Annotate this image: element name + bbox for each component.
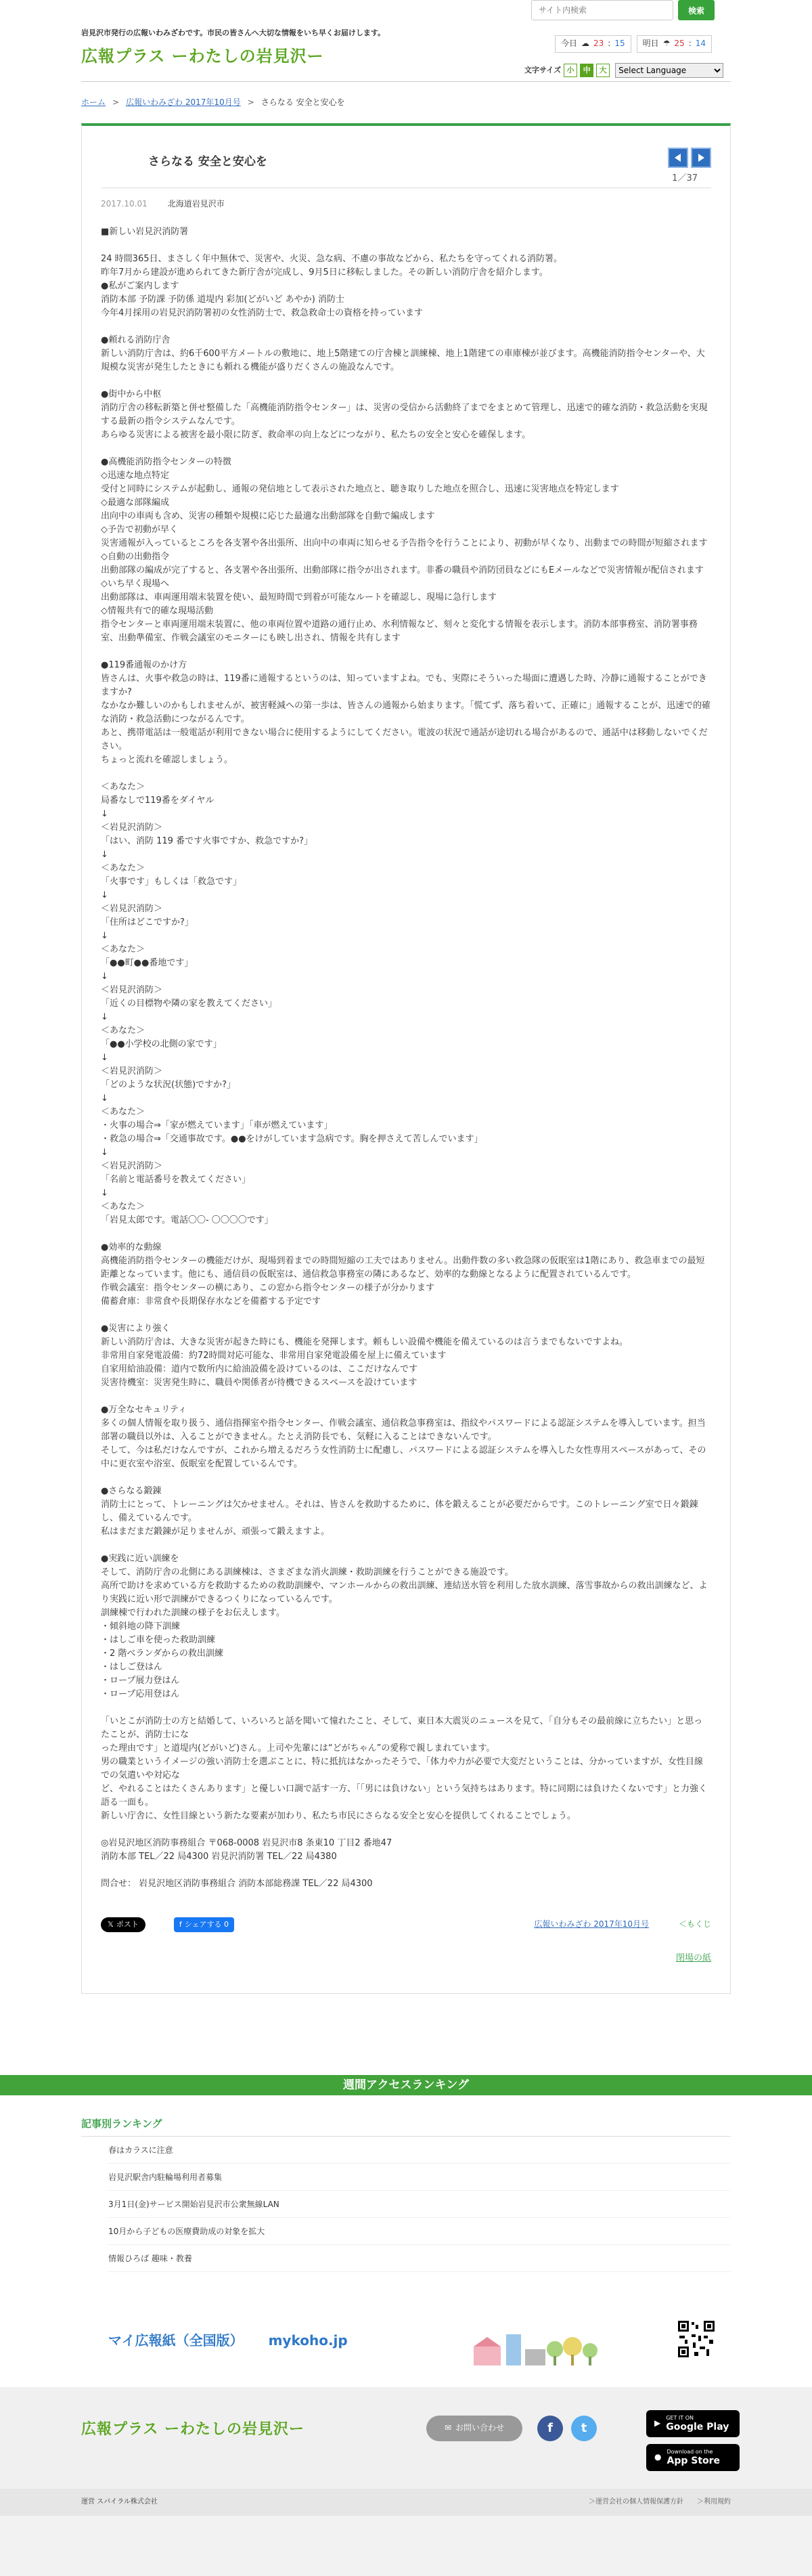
arrow-left-icon xyxy=(673,153,683,162)
prev-article-button[interactable] xyxy=(668,148,688,168)
footer-links xyxy=(589,2497,731,2508)
article-pager xyxy=(668,148,711,168)
search-button[interactable]: 検索 xyxy=(678,0,715,20)
ranking-item[interactable]: 3月1日(金)サービス開始岩見沢市公衆無線LAN xyxy=(108,2191,731,2218)
contact-label: お問い合わせ xyxy=(455,2423,505,2433)
contact-button[interactable] xyxy=(426,2416,522,2441)
article-paragraph: ●効率的な動線 高機能消防指令センターの機能だけが、現場到着までの時間短縮の工夫ではありません。出動件数の多い救急隊の仮眠室は1階にあり、救急車までの最短距離となっています。他にも、通信員の仮眠室は、通信救急事務室の隣にあるなど、効率的な動線となるように配置されているんです。 作戦会議室：指令センターの横にあり、この窓から指令センターの様子が分かります 備蓄倉庫：非常食や長期保存水などを備蓄する予定です xyxy=(101,1242,705,1307)
google-play-button[interactable] xyxy=(646,2410,740,2437)
footer-logo[interactable]: 広報プラス ーわたしの岩見沢ー xyxy=(81,2420,305,2438)
article-paragraph: ●119番通報のかけ方 皆さんは、火事や救急の時は、119番に通報するというのは、知っていますよね。でも、実際にそういった場面に遭遇した時、冷静に通報することができますか? なかなか難しいのかもしれませんが、被害軽減への第一歩は、皆さんの通報から始まります。「慌てず、落ち着いて、正確に」通報することが、迅速で的確な消防・救急活動につながるんです。 あと、携帯電話は一般電話が利用できない場合に使用するようにしてください。電波の状況で通話が途切れる場合があるので、通話中は移動しないでください。 ちょっと流れを確認しましょう。 xyxy=(101,660,711,766)
terms-link[interactable]: ＞利用規約 xyxy=(697,2497,731,2506)
weather-tomorrow-high: 25 xyxy=(674,39,685,49)
town-illustration-icon xyxy=(474,2326,609,2367)
facebook-link-icon[interactable]: f xyxy=(537,2416,563,2441)
operator-text: 運営 スパイラル株式会社 xyxy=(81,2497,158,2506)
article-date: 2017.10.01 xyxy=(101,199,148,209)
weather-today-low: 15 xyxy=(614,39,625,49)
weather-tomorrow: 明日 ☂ 25 : 14 xyxy=(637,35,712,53)
breadcrumb-current: さらなる 安全と安心を xyxy=(261,97,345,107)
arrow-right-icon xyxy=(696,153,706,162)
mykoho-text xyxy=(108,2330,348,2351)
weather-today-label: 今日 xyxy=(561,39,578,49)
article-paragraph: ●実践に近い訓練を そして、消防庁舎の北側にある訓練棟は、さまざまな消火訓練・救助訓練を行うことができる施設です。 高所で助けを求めている方を救助するための救助訓練や、マンホールからの救出訓練、連結送水管を利用した放水訓練、落雪事故からの救出訓練など、より実践に近い形で訓練ができるつくりになっているんです。 訓練棟で行われた訓練の様子をお伝えします。 ・傾斜地の降下訓練 ・はしご車を使った救助訓練 ・2 階ベランダからの救出訓練 ・はしご登はん ・ロープ展力登はん ・ロープ応用登はん xyxy=(101,1554,708,1700)
footer-bottom-inner xyxy=(81,2489,731,2516)
footer xyxy=(0,2387,812,2516)
breadcrumb-home[interactable]: ホーム xyxy=(81,97,106,107)
toc-link[interactable]: ＜もくじ xyxy=(678,1919,711,1929)
facebook-icon: f xyxy=(179,1920,182,1929)
article-page-count: 1／37 xyxy=(672,173,698,183)
ranking-list xyxy=(81,2137,731,2272)
weather-today: 今日 ☁ 23 : 15 xyxy=(555,35,631,53)
article-author: 北海道岩見沢市 xyxy=(167,199,225,209)
weather-cloud-icon: ☁ xyxy=(581,39,590,49)
breadcrumb-issue[interactable]: 広報いわみざわ 2017年10月号 xyxy=(126,97,241,107)
ranking-item[interactable]: 情報ひろば 趣味・教養 xyxy=(108,2245,731,2272)
mail-icon: ✉ xyxy=(444,2423,452,2433)
weather-tomorrow-label: 明日 xyxy=(642,39,659,49)
weather-widget xyxy=(555,35,712,53)
apple-icon: ● xyxy=(654,2452,662,2462)
ranking-title: 記事別ランキング xyxy=(81,2116,731,2137)
search-input[interactable] xyxy=(531,0,673,20)
article xyxy=(81,123,731,1994)
weather-tomorrow-low: 14 xyxy=(695,39,706,49)
mykoho-name: マイ広報紙（全国版） xyxy=(108,2332,244,2349)
article-paragraph: ●さらなる鍛錬 消防士にとって、トレーニングは欠かせません。それは、皆さんを救助するために、体を鍛えることが必要だからです。このトレーニング室で日々鍛錬し、備えているんです。 私はまだまだ鍛錬が足りませんが、頑張って鍛えますよ。 xyxy=(101,1486,698,1537)
google-play-small: GET IT ON xyxy=(666,2414,694,2421)
font-size-large-button[interactable]: 大 xyxy=(596,64,610,77)
share-row xyxy=(101,1917,711,1933)
footer-inner xyxy=(81,2387,731,2489)
article-paragraph: ●高機能消防指令センターの特徴 ◇迅速な地点特定 受付と同時にシステムが起動し、通報の発信地として表示された地点と、聴き取りした地点を照合し、迅速に災害地点を特定します ◇最適な部隊編成 出向中の車両も含め、災害の種類や規模に応じた最適な出動部隊を自動で編成します ◇予告で初動が早く 災害通報が入っているところを各支署や各出張所、出向中の車両に知らせる予告指令を行うことにより、初動が早くなり、出動までの時間が短縮されます ◇自動の出動指令 出動部隊の編成が完了すると、各支署や各出張所、出動部隊に指令が出されます。非番の職員や消防団員などにもEメールなどで災害情報が配信されます ◇いち早く現場へ 出動部隊は、車両運用端末装置を使い、最短時間で到着が可能なルートを確認し、現場に急行します ◇情報共有で的確な現場活動 指令センターと車両運用端末装置に、他の車両位置や道路の通行止め、水利情報など、刻々と変化する情報を表示します。消防本部事務室、消防署事務室、出動準備室、作戦会議室のモニターにも映し出され、情報を共有します xyxy=(101,457,708,644)
issue-link[interactable]: 広報いわみざわ 2017年10月号 xyxy=(534,1919,649,1929)
google-play-icon: ▶ xyxy=(654,2418,661,2428)
article-paragraph: ●万全なセキュリティ 多くの個人情報を取り扱う、通信指揮室や指令センター、作戦会議室、通信救急事務室は、指紋やパスワードによる認証システムを導入しています。担当部署の職員以外は、入ることができません。たとえ消防長でも、気軽に入ることはできないんです。 そして、今は私だけなんですが、これから増えるだろう女性消防士に配慮し、パスワードによる認証システムを導入した女性専用スペースがあって、その中に更衣室や浴室、仮眠室を配置しているんです。 xyxy=(101,1405,706,1470)
google-play-label: Google Play xyxy=(666,2421,729,2432)
ranking-item[interactable]: 春はカラスに注意 xyxy=(108,2137,731,2164)
font-size-small-button[interactable]: 小 xyxy=(564,64,577,77)
qr-code-icon xyxy=(677,2319,716,2359)
mykoho-banner[interactable] xyxy=(81,2286,731,2387)
article-paragraph: ＜あなた＞ 局番なしで119番をダイヤル ↓ ＜岩見沢消防＞ 「はい、消防 119 番です火事ですか、救急ですか?」 ↓ ＜あなた＞ 「火事です」もしくは「救急です」 ↓ ＜岩見沢消防＞ 「住所はどこですか?」 ↓ ＜あなた＞ 「●●町●●番地です」 ↓ ＜岩見沢消防＞ 「近くの目標物や隣の家を教えてください」 ↓ ＜あなた＞ 「●●小学校の北側の家です」 ↓ ＜岩見沢消防＞ 「どのような状況(状態)ですか?」 ↓ ＜あなた＞ ・火事の場合⇒「家が燃えています」「車が燃えています」 ・救急の場合⇒「交通事故です。●●をけがしています急病です。胸を押さえて苦しんでいます」 ↓ ＜岩見沢消防＞ 「名前と電話番号を教えてください」 ↓ ＜あなた＞ 「岩見太郎です。電話〇〇- 〇〇〇〇です」 xyxy=(101,782,483,1226)
article-paragraph: 24 時間365日、まさしく年中無休で、災害や、火災、急な病、不慮の事故などから、私たちを守ってくれる消防署。 昨年7月から建設が進められてきた新庁舎が完成し、9月5日に移転しました。その新しい消防庁舎を紹介します。 ●私がご案内します 消防本部 予防課 予防係 道堤内 彩加(どがいど あやか) 消防士 今年4月採用の岩見沢消防署初の女性消防士で、救急救命士の資格を持っています xyxy=(101,254,562,319)
next-article-button[interactable] xyxy=(691,148,711,168)
weather-today-high: 23 xyxy=(593,39,604,49)
ranking-bar: 週間アクセスランキング xyxy=(0,2075,812,2095)
ranking-item[interactable]: 岩見沢駅舎内駐輪場利用者募集 xyxy=(108,2164,731,2191)
article-paragraph: ■新しい岩見沢消防署 xyxy=(101,227,189,238)
x-icon: 𝕏 xyxy=(108,1920,114,1929)
language-select[interactable] xyxy=(615,63,723,78)
mykoho-url: mykoho.jp xyxy=(268,2332,348,2349)
footer-bottom xyxy=(0,2489,812,2516)
x-post-button[interactable] xyxy=(101,1917,145,1932)
privacy-policy-link[interactable]: ＞運営会社の個人情報保護方針 xyxy=(589,2497,683,2506)
article-paragraph: ●頼れる消防庁舎 新しい消防庁舎は、約6千600平方メートルの敷地に、地上5階建ての庁舎棟と訓練棟、地上1階建ての車庫棟が並びます。高機能消防指令センターや、大規模な災害が発生したときにも頼れる機能が盛りだくさんの施設なんです。 xyxy=(101,335,705,373)
ranking-section xyxy=(81,2095,731,2286)
article-body xyxy=(101,225,711,1891)
facebook-share-button[interactable] xyxy=(174,1917,234,1932)
article-paragraph: 「いとこが消防士の方と結婚して、いろいろと話を聞いて憧れたこと、そして、東日本大震災のニュースを見て、「自分もその最前線に立ちたい」と思ったことが、消防士にな った理由です」と道堤内(どがいど)さん。上司や先輩には“どがちゃん”の愛称で親しまれています。 男の職業というイメージの強い消防士を選ぶことに、特に抵抗はなかったそうで、「体力や力が必要で大変だということは、分かっていますが、女性目線での気遣いや対応な ど、やれることはたくさんあります」と優しい口調で話す一方、「「男には負けない」という気持ちはあります。特に同期には負けたくないです」と力強く語る一面も。 新しい庁舎に、女性目線という新たな要素が加わり、私たち市民にさらなる安全と安心を提供してくれることでしょう。 xyxy=(101,1716,707,1822)
font-size-label: 文字サイズ xyxy=(524,66,562,75)
article-meta xyxy=(101,198,711,211)
site-logo[interactable]: 広報プラス ーわたしの岩見沢ー xyxy=(81,47,324,66)
weather-rain-icon: ☂ xyxy=(662,39,671,49)
facebook-share-label: シェアする 0 xyxy=(184,1920,229,1929)
article-paragraph: ◎岩見沢地区消防事務組合 〒068-0008 岩見沢市8 条東10 丁目2 番地47 消防本部 TEL／22 局4300 岩見沢消防署 TEL／22 局4380 xyxy=(101,1838,392,1862)
twitter-link-icon[interactable]: t xyxy=(571,2416,597,2441)
article-contact: 問合せ： 岩見沢地区消防事務組合 消防本部総務課 TEL／22 局4300 xyxy=(101,1879,373,1890)
article-title: さらなる 安全と安心を xyxy=(148,155,267,169)
breadcrumb: ホーム > 広報いわみざわ 2017年10月号 > さらなる 安全と安心を xyxy=(81,81,731,123)
article-header xyxy=(101,126,711,188)
app-store-button[interactable] xyxy=(646,2444,740,2471)
font-size-controls xyxy=(524,63,723,78)
ranking-item[interactable]: 10月から子どもの医療費助成の対象を拡大 xyxy=(108,2218,731,2245)
article-paragraph: ●災害により強く 新しい消防庁舎は、大きな災害が起きた時にも、機能を発揮します。頼もしい設備や機能を備えているのは言うまでもないですよね。 非常用自家発電設備：約72時間対応可能な、非常用自家発電設備を屋上に備えています 自家用給油設備：道内で数所内に給油設備を設けているのは、ここだけなんです 災害待機室：災害発生時に、職員や関係者が待機できるスペースを設けています xyxy=(101,1324,628,1389)
x-post-label: ポスト xyxy=(116,1920,139,1929)
backnumber-link[interactable]: 閉場の紙 xyxy=(675,1953,711,1964)
site-header xyxy=(81,0,731,81)
app-store-small: Download on the xyxy=(667,2448,713,2455)
app-store-label: App Store xyxy=(667,2455,721,2466)
site-tagline: 岩見沢市発行の広報いわみざわです。市民の皆さんへ大切な情報をいち早くお届けします。 xyxy=(81,28,386,37)
article-paragraph: ●街中から中枢 消防庁舎の移転新築と併せ整備した「高機能消防指令センター」は、災害の受信から活動終了までをまとめて管理し、迅速で的確な消防・救急活動を実現する最新の指令システムなんです。 あらゆる災害による被害を最小限に防ぎ、救命率の向上などにつながり、私たちの安全と安心を確保します。 xyxy=(101,389,708,441)
font-size-medium-button[interactable]: 中 xyxy=(580,64,593,77)
